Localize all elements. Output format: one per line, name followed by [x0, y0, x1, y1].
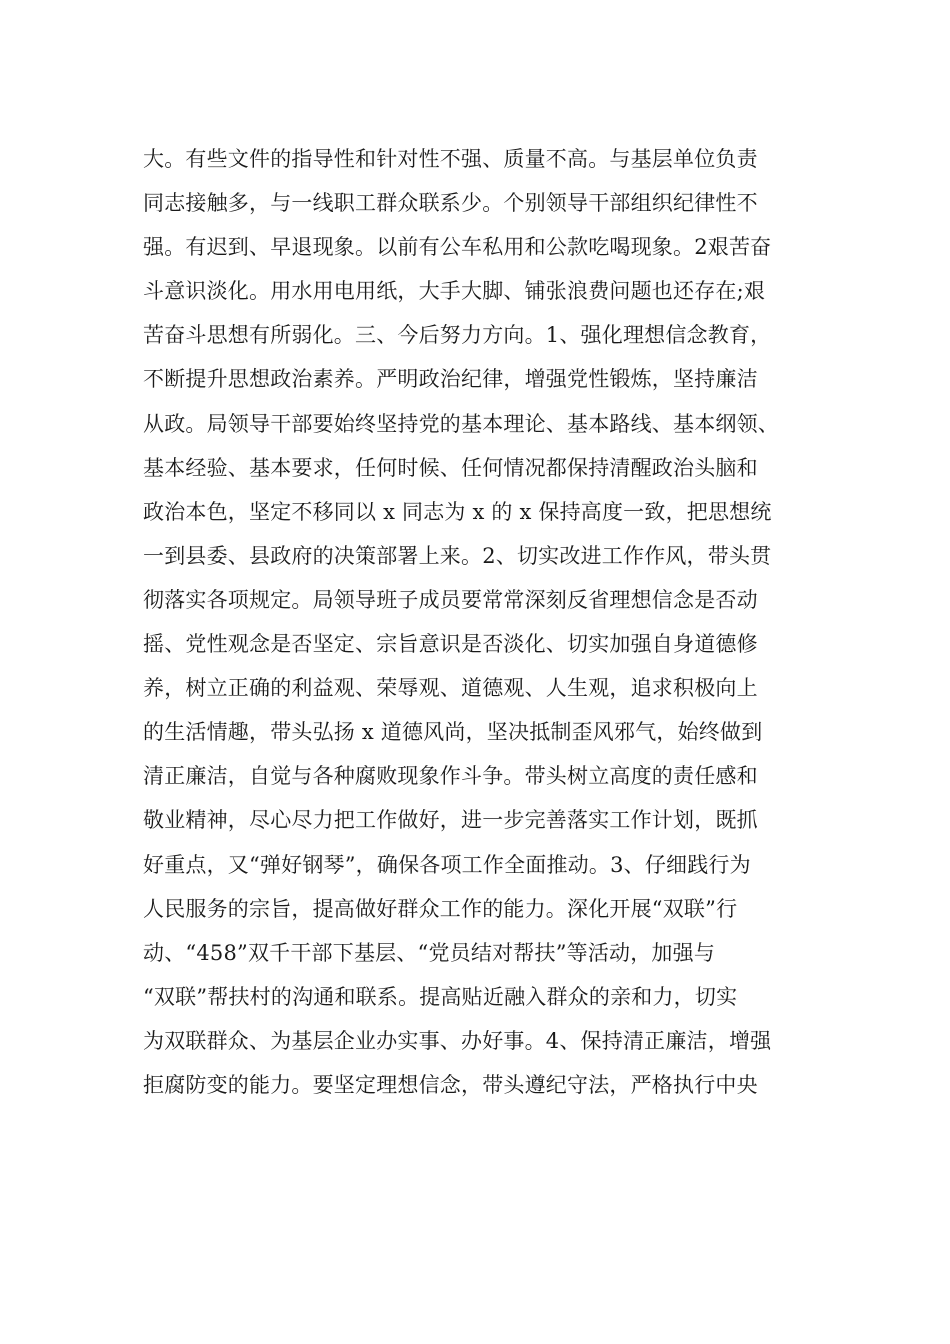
text-line: 从政。局领导干部要始终坚持党的基本理论、基本路线、基本纲领、 [143, 411, 779, 436]
text-line: 的生活情趣，带头弘扬 x 道德风尚，坚决抵制歪风邪气，始终做到 [143, 720, 763, 745]
text-line: 拒腐防变的能力。要坚定理想信念，带头遵纪守法，严格执行中央 [143, 1072, 758, 1097]
text-line: 同志接触多，与一线职工群众联系少。个别领导干部组织纪律性不 [143, 191, 758, 216]
text-line: 摇、党性观念是否坚定、宗旨意识是否淡化、切实加强自身道德修 [143, 632, 758, 657]
text-line: 一到县委、县政府的决策部署上来。2、切实改进工作作风，带头贯 [143, 543, 772, 568]
text-line: 基本经验、基本要求，任何时候、任何情况都保持清醒政治头脑和 [143, 455, 758, 480]
text-line: 苦奋斗思想有所弱化。三、今后努力方向。1、强化理想信念教育， [143, 323, 772, 348]
text-line: 不断提升思想政治素养。严明政治纪律，增强党性锻炼，坚持廉洁 [143, 367, 758, 392]
text-line: 人民服务的宗旨，提高做好群众工作的能力。深化开展“双联”行 [143, 896, 738, 921]
body-text [143, 137, 843, 1107]
text-line: 强。有迟到、早退现象。以前有公车私用和公款吃喝现象。2艰苦奋 [143, 235, 772, 260]
text-line: 养，树立正确的利益观、荣辱观、道德观、人生观，追求积极向上 [143, 676, 758, 701]
text-line: 敬业精神，尽心尽力把工作做好，进一步完善落实工作计划，既抓 [143, 808, 758, 833]
text-line: 好重点，又“弹好钢琴”，确保各项工作全面推动。3、仔细践行为 [143, 852, 751, 877]
text-line: 斗意识淡化。用水用电用纸，大手大脚、铺张浪费问题也还存在;艰 [143, 279, 766, 304]
text-line: 大。有些文件的指导性和针对性不强、质量不高。与基层单位负责 [143, 147, 758, 171]
text-line: 清正廉洁，自觉与各种腐败现象作斗争。带头树立高度的责任感和 [143, 764, 758, 789]
text-line: 政治本色，坚定不移同以 x 同志为 x 的 x 保持高度一致，把思想统 [143, 499, 772, 524]
text-line: 彻落实各项规定。局领导班子成员要常常深刻反省理想信念是否动 [143, 587, 758, 612]
text-line: 动、“458”双千干部下基层、“党员结对帮扶”等活动，加强与 [143, 940, 716, 965]
text-line: 为双联群众、为基层企业办实事、办好事。4、保持清正廉洁，增强 [143, 1028, 772, 1053]
text-line: “双联”帮扶村的沟通和联系。提高贴近融入群众的亲和力，切实 [143, 984, 738, 1009]
